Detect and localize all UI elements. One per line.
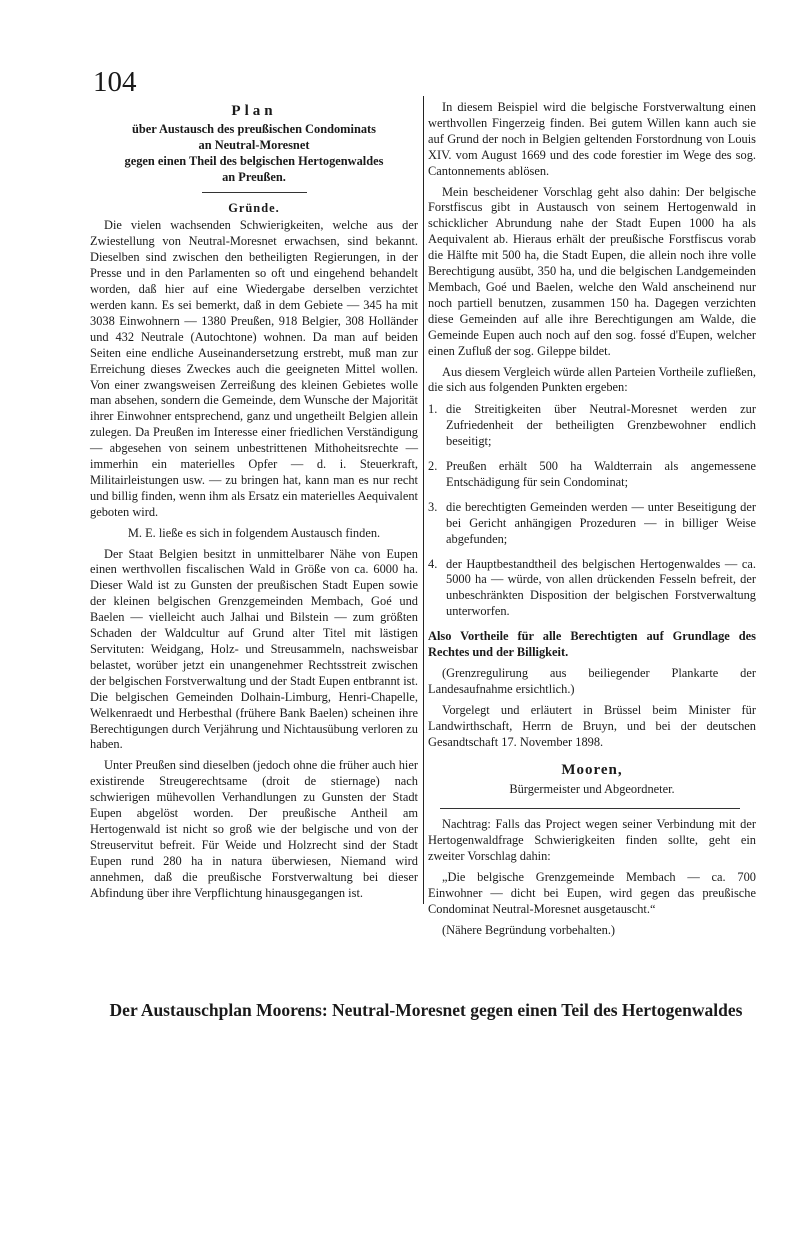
plan-title: Plan [231, 103, 277, 119]
list-number: 4. [428, 556, 438, 571]
list-item [428, 557, 756, 621]
signature [428, 763, 756, 799]
paragraph: M. E. ließe es sich in folgendem Austausch finden. [127, 525, 381, 540]
presented-note: Vorgelegt und erläutert in Brüssel beim Minister für Landwirthschaft, Herrn de Bruyn, und bei der deutschen Gesandtschaft 17. November 1898. [428, 702, 756, 749]
paragraph: In diesem Beispiel wird die belgische Forstverwaltung einen werthvollen Fingerzeig finden. Bei gutem Willen kann auch sie auf Grund der noch in Belgien geltenden Forstordnung von Louis XIV. vom August 1669 und des code forestier im Wege des sog. Cantonnements ablösen. [428, 100, 756, 178]
page-number: 104 [93, 66, 137, 98]
advantages-list [428, 402, 756, 620]
title-rule [202, 192, 307, 193]
map-note: (Grenzregulirung aus beiliegender Plankarte der Landesaufnahme ersichtlich.) [428, 666, 756, 696]
list-item [428, 459, 756, 491]
paragraph: Der Staat Belgien besitzt in unmittelbarer Nähe von Eupen einen werthvollen fiscalischen Wald in Größe von ca. 6000 ha. Dieser Wald ist zu Gunsten der preußischen Stadt Eupen sowie der kleinen belgischen Grenzgemeinden Membach, Goé und Baelen — vielleicht auch Jalhai und Bilstein — zum größten Schaden der Waldcultur auf Grund alter Titel mit lästigen Servituten: Weidgang, Holz- und Streusammeln, nachsweisbar belastet, worüber jetzt ein unangenehmer Rechtsstreit zwischen der belgischen Forstverwaltung und der Stadt Eupen entbrannt ist. Die belgischen Gemeinden Dolhain-Limburg, Henri-Chapelle, Welkenraedt und Herbesthal (frühere Bank Baelen) scheinen ihre Berechtigungen durch Verjährung und Nichtausübung verloren zu haben. [90, 546, 418, 752]
list-item [428, 402, 756, 450]
paragraph: Die vielen wachsenden Schwierigkeiten, welche aus der Zwiestellung von Neutral-Moresnet erwachsen, sind bekannt. Dieselben sind zwischen den betheiligten Regierungen, in der Presse und in den Parlamenten so oft und eingehend behandelt worden, daß hier auf eine Wiedergabe derselben verzichtet werden kann. Es sei bemerkt, daß in dem Gebiete — 345 ha mit 3038 Einwohnern — 1380 Preußen, 918 Belgier, 308 Holländer und 432 Neutrale (Autochtone) wohnen. Da man auf beiden Seiten eine endliche Auseinandersetzung erstrebt, muß man zur Erreichung dieses Zweckes auch die geeigneten Mittel wollen. Von einer zwangsweisen Zerreißung des kleinen Gebietes wolle man absehen, sondern die Gemeinde, dem Wunsche der Majorität ihrer Einwohner entsprechend, ganz und ungetheilt Belgien allein zulegen. Da Preußen im Interesse einer friedlichen Verständigung — abgesehen von seinem unbestrittenen Mithoheitsrechte — immerhin ein materielles Opfer — d. i. Steuerkraft, Militairleistungen usw. — zu bringen hat, kann man es nur recht und billig finden, wenn ihm als Ersatz ein materielles Aequivalent geboten wird. [90, 218, 418, 519]
title-line-4: an Preußen. [222, 169, 286, 184]
list-text: Preußen erhält 500 ha Waldterrain als angemessene Entschädigung für sein Condominat; [446, 459, 756, 489]
postscript-quote: „Die belgische Grenzgemeinde Membach — ca. 700 Einwohner — dicht bei Eupen, wird gegen das preußische Condominat Neutral-Moresnet ausgetauscht.“ [428, 870, 756, 916]
postscript-end: (Nähere Begründung vorbehalten.) [442, 922, 616, 937]
signature-role: Bürgermeister und Abgeordneter. [509, 782, 675, 797]
postscript-rule [440, 808, 740, 809]
list-item [428, 500, 756, 548]
list-text: die Streitigkeiten über Neutral-Moresnet werden zur Zufriedenheit der betheiligten Grenzbewohner endlich beseitigt; [446, 402, 756, 449]
reasons-heading: Gründe. [228, 200, 280, 215]
list-number: 1. [428, 402, 438, 417]
conclusion: Also Vortheile für alle Berechtigten auf Grundlage des Rechtes und der Billigkeit. [428, 629, 756, 660]
list-text: die berechtigten Gemeinden werden — unter Beseitigung der bei Gericht anhängigen Prozeduren — in billiger Weise abgefunden; [446, 499, 756, 546]
paragraph: Unter Preußen sind dieselben (jedoch ohne die früher auch hier existirende Streugerechtsame (droit de stiernage) nach schwierigen mühevollen Verhandlungen zu Gunsten der Stadt Eupen abgelöst worden. Der preußische Antheil am Hertogenwald ist nicht so groß wie der belgische und von der Streuservitut befreit. Für Weide und Holzrecht sind der Stadt Eupen rund 280 ha in natura überwiesen, Niemand wird annehmen, daß die preußische Forstverwaltung bei dieser Abfindung über ihre Verpflichtung hinausgegangen ist. [90, 758, 418, 900]
paragraph: Aus diesem Vergleich würde allen Parteien Vortheile zufließen, die sich aus folgenden Punkten ergeben: [428, 364, 756, 395]
right-column [428, 100, 756, 944]
list-text: der Hauptbestandtheil des belgischen Hertogenwaldes — ca. 5000 ha — würde, von allen drückenden Fesseln befreit, der unbeschränkten Disposition der belgischen Forstverwaltung unterworfen. [446, 556, 756, 619]
list-number: 3. [428, 499, 438, 514]
column-divider [423, 96, 424, 904]
signature-name: Mooren, [561, 761, 623, 778]
paragraph: Mein bescheidener Vorschlag geht also dahin: Der belgische Forstfiscus gibt in Austausch von seinem Hertogenwald in schicklicher Abrundung nahe der Stadt Eupen 1000 ha als Aequivalent ab. Hieraus erhält der preußische Forstfiscus vorab die Hälfte mit 500 ha, die Stadt Eupen, die allein noch ihre volle Berechtigung ausübt, 350 ha, und die belgischen Landgemeinden Membach, Goé und Baelen, welche den Wald anscheinend nur noch partiell benutzen, zusammen 150 ha. Dagegen verzichten diese Gemeinden auf alle ihre Berechtigungen am Walde, die Gemeinde Eupen auch noch auf den sog. fossé d'Eupen, welcher einen Zufluß der sog. Gileppe bildet. [428, 184, 756, 358]
title-line-1: über Austausch des preußischen Condominats [132, 121, 376, 136]
title-line-3: gegen einen Theil des belgischen Hertogenwaldes [124, 153, 384, 168]
list-number: 2. [428, 459, 438, 474]
postscript: Nachtrag: Falls das Project wegen seiner Verbindung mit der Hertogenwaldfrage Schwierigkeiten finden sollte, geht ein zweiter Vorschlag dahin: [428, 817, 756, 864]
left-column [90, 100, 418, 907]
title-line-2: an Neutral-Moresnet [198, 137, 310, 152]
figure-caption: Der Austauschplan Moorens: Neutral-Moresnet gegen einen Teil des Hertogenwaldes [109, 1000, 743, 1020]
